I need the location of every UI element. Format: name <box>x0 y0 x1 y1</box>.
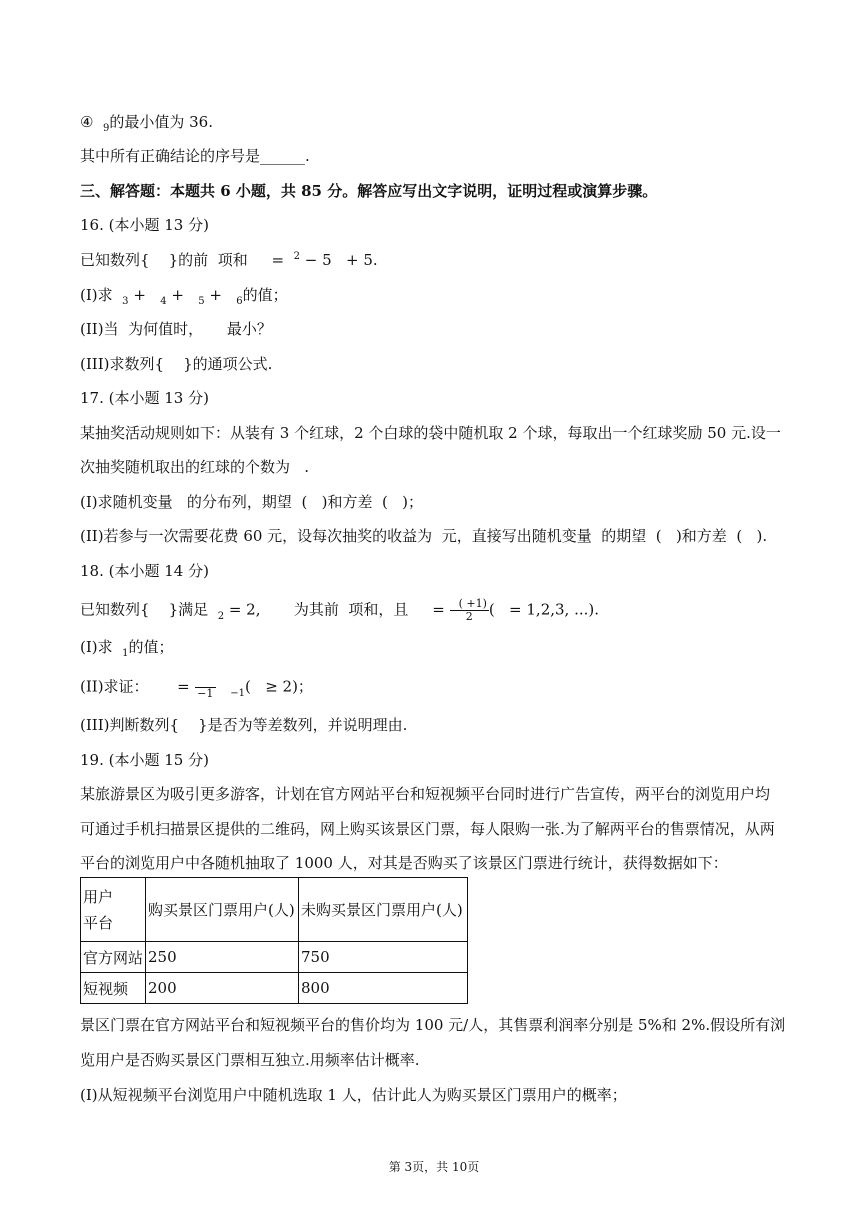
table-row <box>81 973 468 1004</box>
platform-cell: 官方网站 <box>81 942 146 973</box>
q18-fraction: $\frac{( +1)}{2}$ <box>451 597 487 623</box>
q17-part-1: (I)求随机变量 的分布列，期望 ( )和方差 ( )； <box>80 493 424 511</box>
not-bought-cell: 750 <box>299 942 468 973</box>
q17-stem-2: 次抽奖随机取出的红球的个数为 . <box>80 458 310 476</box>
not-bought-cell: 800 <box>299 973 468 1004</box>
platform-cell: 短视频 <box>81 973 146 1004</box>
q19-stem-2: 可通过手机扫描景区提供的二维码，网上购买该景区门票，每人限购一张.为了解两平台的售票情况，从两 <box>80 820 775 838</box>
col-header-not-bought: 未购买景区门票用户(人) <box>299 878 468 942</box>
q19-stem-1: 某旅游景区为吸引更多游客，计划在官方网站平台和短视频平台同时进行广告宣传，两平台的浏览用户均 <box>80 785 771 803</box>
item-4-min-value: ④ $_9$的最小值为 36. <box>80 113 213 134</box>
q18-part-3: (III)判断数列{ }是否为等差数列，并说明理由. <box>80 716 408 734</box>
q16-stem: 已知数列{ }的前 项和 = $^2$ − 5 + 5. <box>80 251 378 269</box>
table-row <box>81 942 468 973</box>
q16-part-1: (I)求 $_3$ + $_4$ + $_5$ + $_6$的值； <box>80 286 288 307</box>
q16-part-3: (III)求数列{ }的通项公式. <box>80 355 273 373</box>
q17-stem-1: 某抽奖活动规则如下：从装有 3 个红球，2 个白球的袋中随机取 2 个球，每取出一个红球奖励 50 元.设一 <box>80 424 781 442</box>
blank-answer-line: 其中所有正确结论的序号是______. <box>80 147 310 165</box>
q18-stem: 已知数列{ }满足 $_2$ = 2, 为其前 项和，且 = $\frac{( +1)}{2}$ ( = 1,2,3, ...). <box>80 597 600 623</box>
q19-stem-5: 览用户是否购买景区门票相互独立.用频率估计概率. <box>80 1051 420 1069</box>
bought-cell: 250 <box>146 942 299 973</box>
q16-part-2: (II)当 为何值时， 最小？ <box>80 320 272 338</box>
q19-title: 19. (本小题 15 分) <box>80 751 209 769</box>
q18-title: 18. (本小题 14 分) <box>80 562 209 580</box>
col-header-bought: 购买景区门票用户(人) <box>146 878 299 942</box>
q18-part2-fraction: −1 <box>195 675 216 700</box>
q19-part-1: (I)从短视频平台浏览用户中随机选取 1 人，估计此人为购买景区门票用户的概率； <box>80 1086 627 1104</box>
q19-stem-4: 景区门票在官方网站平台和短视频平台的售价均为 100 元/人，其售票利润率分别是 5%和 2%.假设所有浏 <box>80 1016 786 1034</box>
corner-platform-label: 平台 <box>83 913 114 932</box>
page-number-footer: 第 3页，共 10页 <box>388 1160 480 1174</box>
q16-title: 16. (本小题 13 分) <box>80 216 209 234</box>
q17-title: 17. (本小题 13 分) <box>80 389 209 407</box>
corner-user-label: 用户 <box>83 887 114 906</box>
q18-part-2: (II)求证： = −1 $_{-1}$( ≥ 2)； <box>80 675 313 700</box>
q19-stem-3: 平台的浏览用户中各随机抽取了 1000 人，对其是否购买了该景区门票进行统计，获得数据如下： <box>80 854 728 872</box>
ticket-data-table <box>80 877 468 1004</box>
bought-cell: 200 <box>146 973 299 1004</box>
table-header-row <box>81 878 468 942</box>
q18-part-1: (I)求 $_1$的值； <box>80 638 174 659</box>
q17-part-2: (II)若参与一次需要花费 60 元，设每次抽奖的收益为 元，直接写出随机变量 的期望 ( )和方差 ( ). <box>80 527 768 545</box>
section-heading: 三、解答题：本题共 6 小题，共 85 分。解答应写出文字说明，证明过程或演算步骤。 <box>80 182 658 200</box>
table-corner-cell <box>81 878 146 942</box>
